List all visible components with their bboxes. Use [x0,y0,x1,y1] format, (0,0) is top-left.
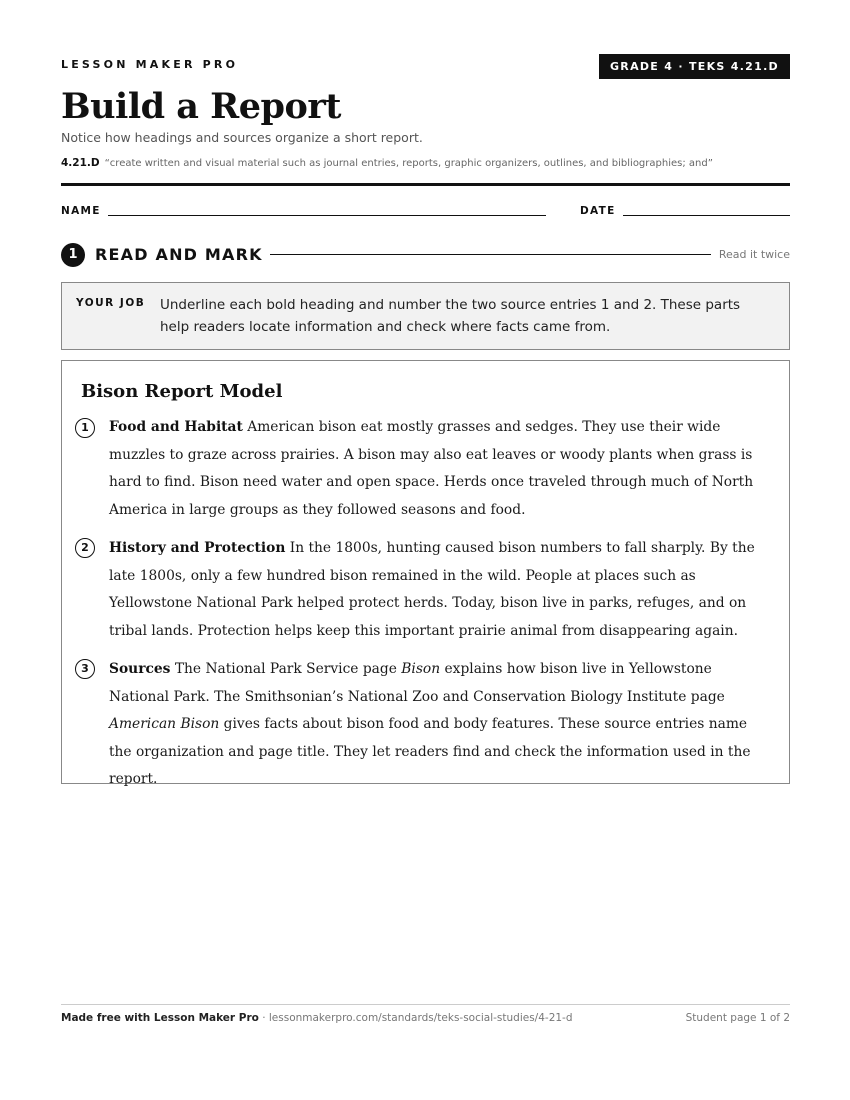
paragraph-heading: Sources [109,661,171,677]
section-number-badge: 1 [61,243,85,267]
page-subtitle: Notice how headings and sources organize a short report. [61,130,423,145]
footer-divider [61,1004,790,1005]
grade-badge: GRADE 4 · TEKS 4.21.D [599,54,790,79]
report-model-box [61,360,790,787]
page-title: Build a Report [61,86,341,127]
your-job-label: YOUR JOB [76,297,146,309]
footer-url[interactable]: lessonmakerpro.com/standards/teks-social-studies/4-21-d [268,1012,573,1024]
date-field[interactable] [623,215,790,216]
report-paragraph-sources [109,656,771,794]
standard-text: “create written and visual material such as journal entries, reports, graphic organizers, outlines, and bibliographies; and” [104,158,713,169]
standard-line [61,157,790,169]
paragraph-number-1: 1 [75,418,95,438]
section-divider [270,254,711,255]
your-job-box [61,282,790,350]
paragraph-text: gives facts about bison food and body features. These source entries name the organization and page title. They let readers find and check the information used in the report. [109,716,751,787]
date-label: DATE [580,205,616,217]
standard-code: 4.21.D [61,157,100,169]
paragraph-text: In the 1800s, hunting caused bison numbers to fall sharply. By the late 1800s, only a few hundred bison remained in the wild. People at places such as Yellowstone National Park helped protect herds. Today, bison live in parks, refuges, and on tribal lands. Protection helps keep this important prairie animal from disappearing again. [109,540,755,639]
paragraph-number-2: 2 [75,538,95,558]
header-divider [61,183,790,186]
report-paragraph-food [109,414,771,524]
section-note: Read it twice [718,248,790,261]
paragraph-text: American bison eat mostly grasses and sedges. They use their wide muzzles to graze across prairies. A bison may also eat leaves or woody plants when grass is hard to find. Bison need water and open space. Herds once traveled through much of North America in large groups as they followed seasons and food. [109,419,754,518]
source-title: Bison [401,661,441,677]
report-title: Bison Report Model [81,381,283,402]
footer-credit [61,1012,573,1024]
name-label: NAME [61,205,101,217]
footer-page-number: Student page 1 of 2 [685,1012,790,1024]
paragraph-text: The National Park Service page [174,661,397,677]
name-field[interactable] [108,215,546,216]
footer-made-with: Made free with Lesson Maker Pro [61,1012,259,1024]
paragraph-number-3: 3 [75,659,95,679]
worksheet-page [61,0,790,1100]
footer-separator: · [258,1012,269,1024]
paragraph-heading: History and Protection [109,540,286,556]
section-title: READ AND MARK [95,245,263,264]
report-paragraph-history [109,535,771,645]
paragraph-heading: Food and Habitat [109,419,243,435]
your-job-text: Underline each bold heading and number the two source entries 1 and 2. These parts help readers locate information and check where facts came from. [160,297,741,335]
brand-name: LESSON MAKER PRO [61,58,239,71]
source-title: American Bison [109,716,220,732]
paragraph-text: explains how bison live in Yellowstone National Park. The Smithsonian’s National Zoo and Conservation Biology Institute page [109,661,725,705]
